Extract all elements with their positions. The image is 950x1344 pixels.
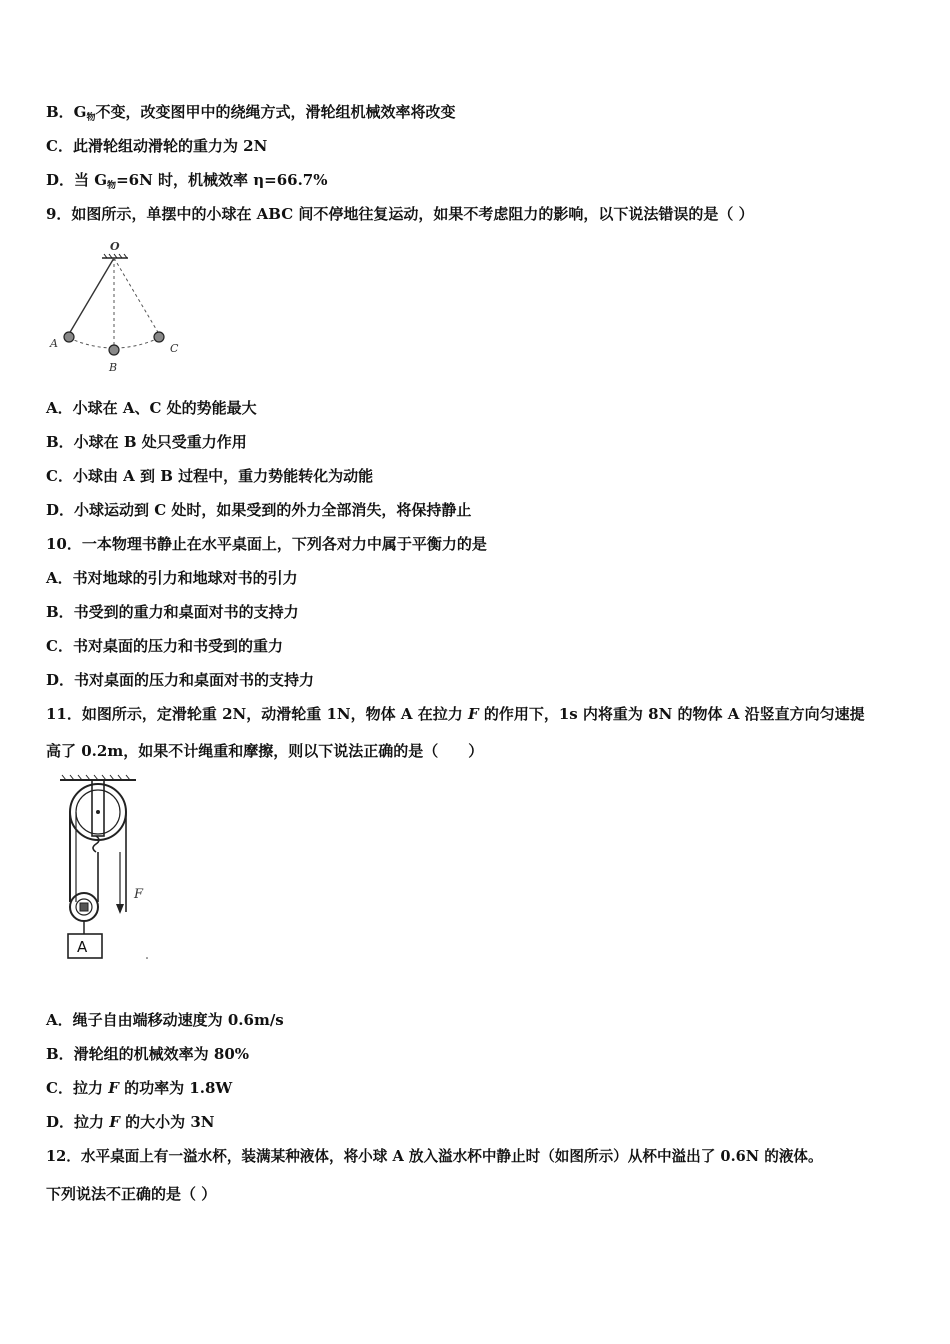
- q10-option-a: A．书对地球的引力和地球对书的引力: [46, 569, 298, 587]
- ball-a: [64, 332, 74, 342]
- q9-option-c: C．小球由 A 到 B 过程中，重力势能转化为动能: [46, 467, 374, 485]
- movable-pulley-icon: [70, 893, 98, 934]
- pull-arrow-icon: [116, 852, 124, 914]
- q10-option-d: D．书对桌面的压力和桌面对书的支持力: [46, 671, 315, 689]
- pendulum-label-b: B: [109, 361, 118, 374]
- pulley-figure: [56, 772, 166, 968]
- q10-stem: 10．一本物理书静止在水平桌面上，下列各对力中属于平衡力的是: [46, 535, 487, 553]
- ball-b: [109, 345, 119, 355]
- q9-option-d: D．小球运动到 C 处时，如果受到的外力全部消失，将保持静止: [46, 501, 472, 519]
- q11-option-a: A．绳子自由端移动速度为 0.6m/s: [46, 1011, 284, 1029]
- q10-option-c: C．书对桌面的压力和书受到的重力: [46, 637, 283, 655]
- q8-option-c: C．此滑轮组动滑轮的重力为 2N: [46, 137, 268, 155]
- q11-option-b: B．滑轮组的机械效率为 80%: [46, 1045, 250, 1063]
- pendulum-label-c: C: [170, 342, 179, 355]
- q11-stem-line2: 高了 0.2m，如果不计绳重和摩擦，则以下说法正确的是（ ）: [46, 742, 484, 760]
- q11-option-d: D．拉力 F 的大小为 3N: [46, 1113, 215, 1131]
- pendulum-label-o: O: [110, 240, 120, 253]
- q9-stem: 9．如图所示，单摆中的小球在 ABC 间不停地往复运动，如果不考虑阻力的影响，以下说法错误的是（ ）: [46, 205, 754, 223]
- q11-stem-line1: 11．如图所示，定滑轮重 2N，动滑轮重 1N，物体 A 在拉力 F 的作用下，1s 内将重为 8N 的物体 A 沿竖直方向匀速提: [46, 705, 865, 723]
- q11-option-c: C．拉力 F 的功率为 1.8W: [46, 1079, 233, 1097]
- fixed-pulley-icon: [70, 780, 126, 852]
- pendulum-support-icon: [102, 254, 128, 258]
- q12-stem-line2: 下列说法不正确的是（ ）: [46, 1185, 217, 1203]
- pendulum-figure: [46, 236, 191, 376]
- ball-c: [154, 332, 164, 342]
- pulley-label-a: A: [77, 938, 88, 956]
- pulley-label-f: F: [134, 887, 144, 902]
- q9-option-a: A．小球在 A、C 处的势能最大: [46, 399, 257, 417]
- q9-option-b: B．小球在 B 处只受重力作用: [46, 433, 247, 451]
- q8-option-d: D．当 $G_物=6N$ 时，机械效率 η=66.7%: [46, 171, 328, 191]
- q12-stem-line1: 12．水平桌面上有一溢水杯，装满某种液体，将小球 A 放入溢水杯中静止时（如图所示）从杯中溢出了 0.6N 的液体。: [46, 1148, 823, 1165]
- q8-option-b: B．$G_物$不变，改变图甲中的绕绳方式，滑轮组机械效率将改变: [46, 103, 456, 123]
- weight-block-a: [68, 934, 102, 958]
- q10-option-b: B．书受到的重力和桌面对书的支持力: [46, 603, 299, 621]
- pendulum-label-a: A: [50, 337, 58, 350]
